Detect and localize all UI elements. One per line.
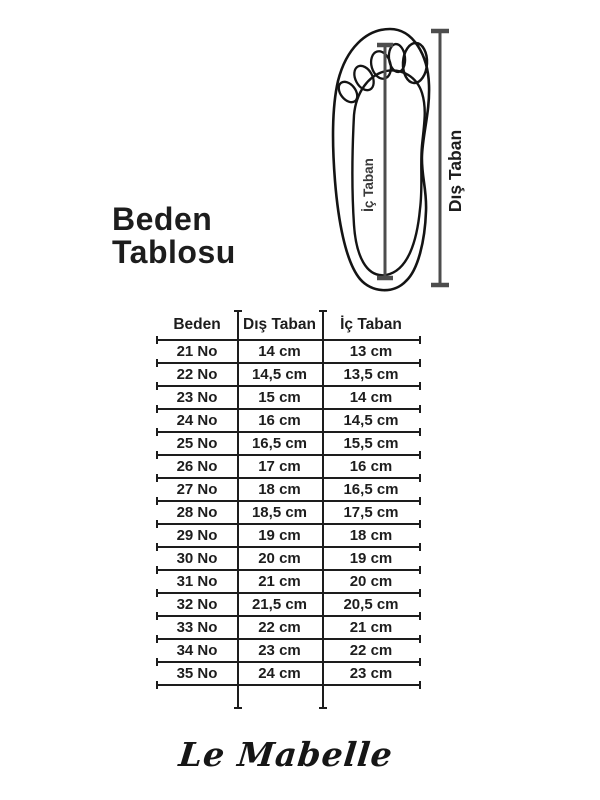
cell-size: 21 No	[176, 343, 218, 360]
cell-inner-sole: 14,5 cm	[343, 412, 399, 429]
column-header-dis-taban: Dış Taban	[243, 316, 316, 333]
cell-inner-sole: 14 cm	[349, 389, 393, 406]
cell-outer-sole: 17 cm	[258, 458, 301, 475]
foot-diagram	[318, 13, 483, 305]
table-row	[157, 594, 420, 617]
cell-size: 30 No	[176, 550, 218, 567]
foot-outline	[333, 29, 429, 290]
cell-inner-sole: 17,5 cm	[343, 504, 399, 521]
table-row	[157, 663, 420, 686]
inner-measure-line	[377, 45, 393, 278]
cell-outer-sole: 14,5 cm	[251, 366, 308, 383]
table-row	[157, 571, 420, 594]
table-row	[157, 525, 420, 548]
cell-size: 31 No	[176, 573, 218, 590]
cell-inner-sole: 20,5 cm	[343, 596, 399, 613]
cell-outer-sole: 16,5 cm	[251, 435, 308, 452]
cell-outer-sole: 18 cm	[258, 481, 301, 498]
table-header-row	[157, 311, 420, 341]
table-row	[157, 548, 420, 571]
cell-size: 35 No	[176, 665, 218, 682]
table-row	[157, 433, 420, 456]
cell-size: 33 No	[176, 619, 218, 636]
cell-outer-sole: 21,5 cm	[251, 596, 308, 613]
cell-inner-sole: 13 cm	[349, 343, 393, 360]
cell-size: 26 No	[176, 458, 218, 475]
table-row	[157, 640, 420, 663]
cell-outer-sole: 19 cm	[258, 527, 301, 544]
cell-size: 25 No	[176, 435, 218, 452]
cell-inner-sole: 16,5 cm	[343, 481, 399, 498]
page-title	[112, 203, 236, 269]
table-row	[157, 387, 420, 410]
table-row	[157, 479, 420, 502]
table-row	[157, 410, 420, 433]
table-row	[157, 456, 420, 479]
brand-logo: Le Mabelle	[177, 735, 395, 774]
cell-inner-sole: 13,5 cm	[343, 366, 399, 383]
cell-outer-sole: 15 cm	[258, 389, 301, 406]
cell-size: 27 No	[176, 481, 218, 498]
column-header-ic-taban: İç Taban	[340, 316, 402, 333]
table-row	[157, 502, 420, 525]
cell-inner-sole: 16 cm	[349, 458, 393, 475]
cell-outer-sole: 23 cm	[258, 642, 301, 659]
table-row	[157, 617, 420, 640]
size-table	[157, 311, 420, 686]
cell-inner-sole: 22 cm	[349, 642, 393, 659]
cell-outer-sole: 18,5 cm	[251, 504, 308, 521]
cell-size: 29 No	[176, 527, 218, 544]
cell-outer-sole: 16 cm	[258, 412, 301, 429]
cell-size: 28 No	[176, 504, 218, 521]
cell-size: 24 No	[176, 412, 218, 429]
table-row	[157, 364, 420, 387]
cell-inner-sole: 19 cm	[349, 550, 393, 567]
cell-outer-sole: 14 cm	[258, 343, 301, 360]
outer-measure-label: Dış Taban	[445, 129, 465, 213]
cell-size: 22 No	[176, 366, 218, 383]
cell-size: 32 No	[176, 596, 218, 613]
cell-inner-sole: 15,5 cm	[343, 435, 399, 452]
page-title-line1: Beden	[112, 201, 213, 237]
cell-outer-sole: 24 cm	[258, 665, 301, 682]
size-table-rows	[157, 341, 420, 686]
page-title-line2: Tablosu	[112, 234, 236, 270]
cell-inner-sole: 23 cm	[349, 665, 393, 682]
cell-outer-sole: 20 cm	[258, 550, 301, 567]
cell-outer-sole: 22 cm	[258, 619, 301, 636]
cell-outer-sole: 21 cm	[258, 573, 301, 590]
cell-inner-sole: 21 cm	[349, 619, 393, 636]
cell-size: 34 No	[176, 642, 218, 659]
cell-inner-sole: 18 cm	[349, 527, 393, 544]
cell-inner-sole: 20 cm	[349, 573, 393, 590]
inner-measure-label: İç Taban	[361, 158, 376, 212]
table-row	[157, 341, 420, 364]
cell-size: 23 No	[176, 389, 218, 406]
column-header-beden: Beden	[173, 316, 221, 333]
